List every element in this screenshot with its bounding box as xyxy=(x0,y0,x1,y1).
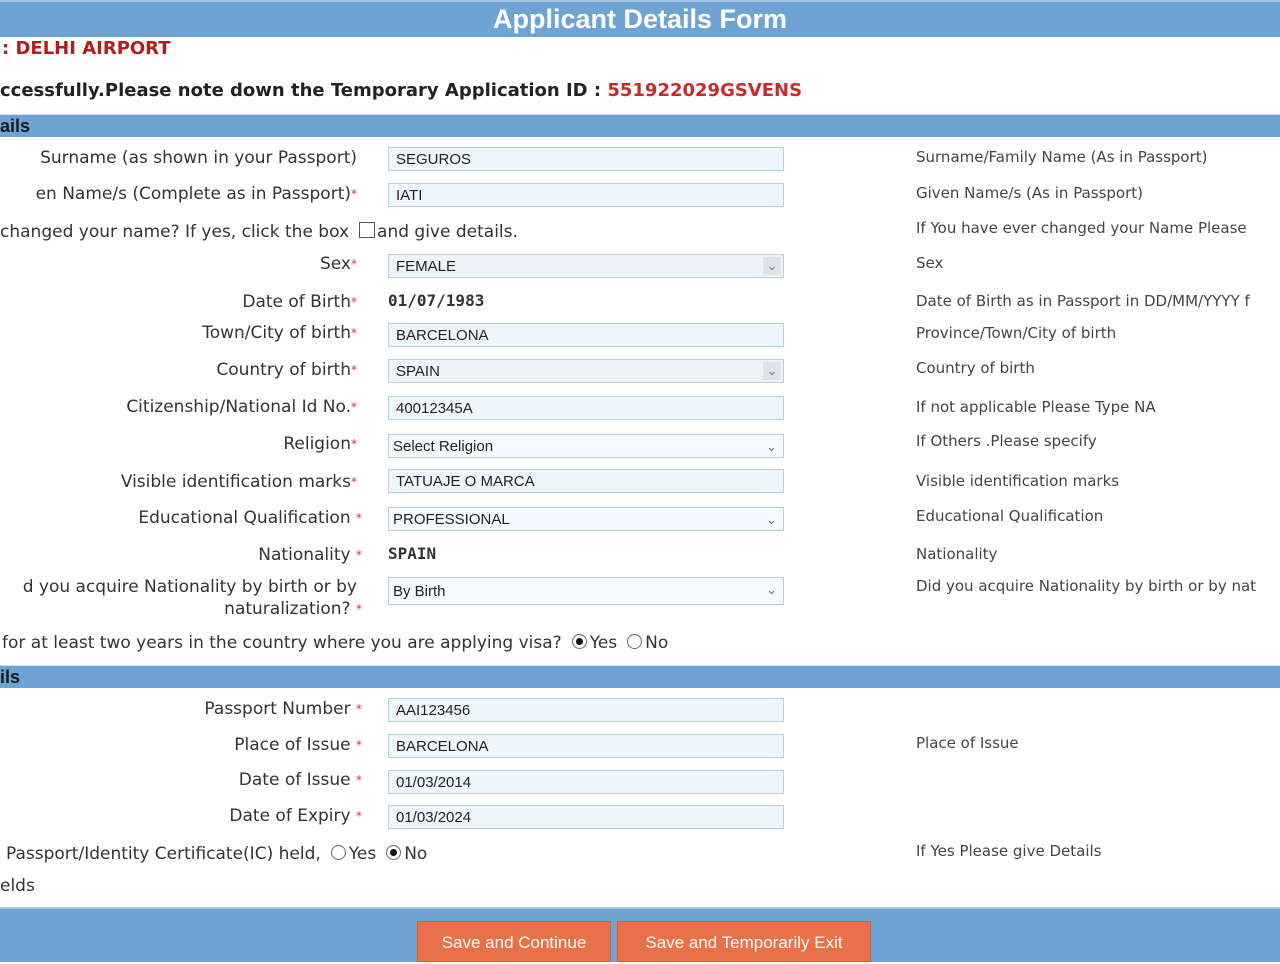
citizenship-input[interactable]: 40012345A xyxy=(388,396,784,420)
mandatory-note: elds xyxy=(0,876,35,896)
sex-label: Sex xyxy=(319,254,351,274)
required-star: * xyxy=(351,475,357,489)
given-name-hint: Given Name/s (As in Passport) xyxy=(916,184,1143,202)
lived-no-radio[interactable] xyxy=(627,634,642,649)
success-message xyxy=(0,80,802,101)
acquire-value: By Birth xyxy=(393,583,446,600)
surname-input[interactable]: SEGUROS xyxy=(388,147,784,171)
country-select[interactable] xyxy=(388,359,784,383)
town-label: Town/City of birth xyxy=(202,323,351,343)
acquire-label-line2: naturalization? xyxy=(224,599,351,619)
acquire-hint: Did you acquire Nationality by birth or by nat xyxy=(916,577,1257,595)
application-id: 551922029GSVENS xyxy=(607,80,803,101)
ic-yes-label: Yes xyxy=(348,844,377,864)
chevron-down-icon: ⌄ xyxy=(766,439,777,454)
citizenship-label: Citizenship/National Id No. xyxy=(126,397,351,417)
sex-value: FEMALE xyxy=(396,258,457,275)
nationality-value: SPAIN xyxy=(388,544,437,563)
lived-no-label: No xyxy=(645,633,669,653)
education-value: PROFESSIONAL xyxy=(393,511,510,528)
dob-value: 01/07/1983 xyxy=(388,291,485,310)
required-star: * xyxy=(356,602,362,616)
marks-hint: Visible identification marks xyxy=(916,472,1120,490)
acquire-label-line1: d you acquire Nationality by birth or by xyxy=(22,577,357,597)
religion-hint: If Others .Please specify xyxy=(916,432,1097,450)
required-star: * xyxy=(356,773,362,787)
place-issue-input[interactable]: BARCELONA xyxy=(388,734,784,758)
changed-name-after: and give details. xyxy=(377,222,518,242)
education-select[interactable] xyxy=(388,507,784,531)
required-star: * xyxy=(351,437,357,451)
town-hint: Province/Town/City of birth xyxy=(916,324,1117,342)
passport-input[interactable]: AAI123456 xyxy=(388,698,784,722)
changed-name-checkbox[interactable] xyxy=(359,222,375,238)
chevron-down-icon: ⌄ xyxy=(766,512,777,527)
place-issue-label: Place of Issue xyxy=(234,735,351,755)
surname-label: Surname (as shown in your Passport) xyxy=(40,148,357,168)
education-hint: Educational Qualification xyxy=(916,507,1104,525)
religion-value: Select Religion xyxy=(393,438,494,455)
ic-hint: If Yes Please give Details xyxy=(916,842,1102,860)
required-star: * xyxy=(356,809,362,823)
chevron-down-icon: ⌄ xyxy=(763,362,781,380)
nationality-label: Nationality xyxy=(258,545,351,565)
passport-label: Passport Number xyxy=(204,699,351,719)
save-exit-button[interactable]: Save and Temporarily Exit xyxy=(617,921,871,962)
given-name-label: en Name/s (Complete as in Passport) xyxy=(35,184,351,204)
lived-label: for at least two years in the country where you are applying visa? xyxy=(2,633,562,653)
required-star: * xyxy=(351,295,357,309)
surname-hint: Surname/Family Name (As in Passport) xyxy=(916,148,1208,166)
nationality-hint: Nationality xyxy=(916,545,998,563)
page-title: Applicant Details Form xyxy=(0,0,1280,37)
town-input[interactable]: BARCELONA xyxy=(388,323,784,347)
required-star: * xyxy=(351,187,357,201)
success-text: ccessfully.Please note down the Temporary Application ID : xyxy=(0,80,608,101)
country-label: Country of birth xyxy=(216,360,351,380)
citizenship-hint: If not applicable Please Type NA xyxy=(916,398,1156,416)
section-header-applicant: ails xyxy=(0,114,1280,137)
ic-yes-radio[interactable] xyxy=(331,845,346,860)
changed-name-label: changed your name? If yes, click the box xyxy=(0,222,350,242)
required-star: * xyxy=(351,363,357,377)
marks-label: Visible identification marks xyxy=(120,472,351,492)
save-continue-button[interactable]: Save and Continue xyxy=(417,921,611,962)
ic-no-radio[interactable] xyxy=(386,845,401,860)
education-label: Educational Qualification xyxy=(138,508,351,528)
required-star: * xyxy=(351,257,357,271)
required-star: * xyxy=(351,400,357,414)
lived-yes-label: Yes xyxy=(589,633,618,653)
dob-label: Date of Birth xyxy=(242,292,351,312)
sex-hint: Sex xyxy=(916,254,944,272)
section-header-passport: ils xyxy=(0,665,1280,688)
required-star: * xyxy=(356,511,362,525)
religion-label: Religion xyxy=(283,434,351,454)
expiry-date-label: Date of Expiry xyxy=(229,806,351,826)
marks-input[interactable]: TATUAJE O MARCA xyxy=(388,469,784,493)
country-value: SPAIN xyxy=(396,363,440,380)
chevron-down-icon: ⌄ xyxy=(766,582,777,597)
required-star: * xyxy=(356,738,362,752)
dob-hint: Date of Birth as in Passport in DD/MM/YYYY f xyxy=(916,292,1250,310)
required-star: * xyxy=(351,326,357,340)
issue-date-label: Date of Issue xyxy=(238,770,351,790)
ic-no-label: No xyxy=(404,844,428,864)
changed-name-hint: If You have ever changed your Name Please xyxy=(916,219,1247,237)
expiry-date-input[interactable]: 01/03/2024 xyxy=(388,805,784,829)
acquire-select[interactable] xyxy=(388,577,784,605)
religion-select[interactable] xyxy=(388,434,784,458)
ic-held-label: Passport/Identity Certificate(IC) held, xyxy=(6,844,321,864)
issue-date-input[interactable]: 01/03/2014 xyxy=(388,770,784,794)
sex-select[interactable] xyxy=(388,254,784,278)
place-issue-hint: Place of Issue xyxy=(916,734,1019,752)
airport-label: : DELHI AIRPORT xyxy=(2,38,171,59)
given-name-input[interactable]: IATI xyxy=(388,183,784,207)
required-star: * xyxy=(356,702,362,716)
required-star: * xyxy=(356,548,362,562)
lived-yes-radio[interactable] xyxy=(572,634,587,649)
chevron-down-icon: ⌄ xyxy=(763,257,781,275)
country-hint: Country of birth xyxy=(916,359,1035,377)
